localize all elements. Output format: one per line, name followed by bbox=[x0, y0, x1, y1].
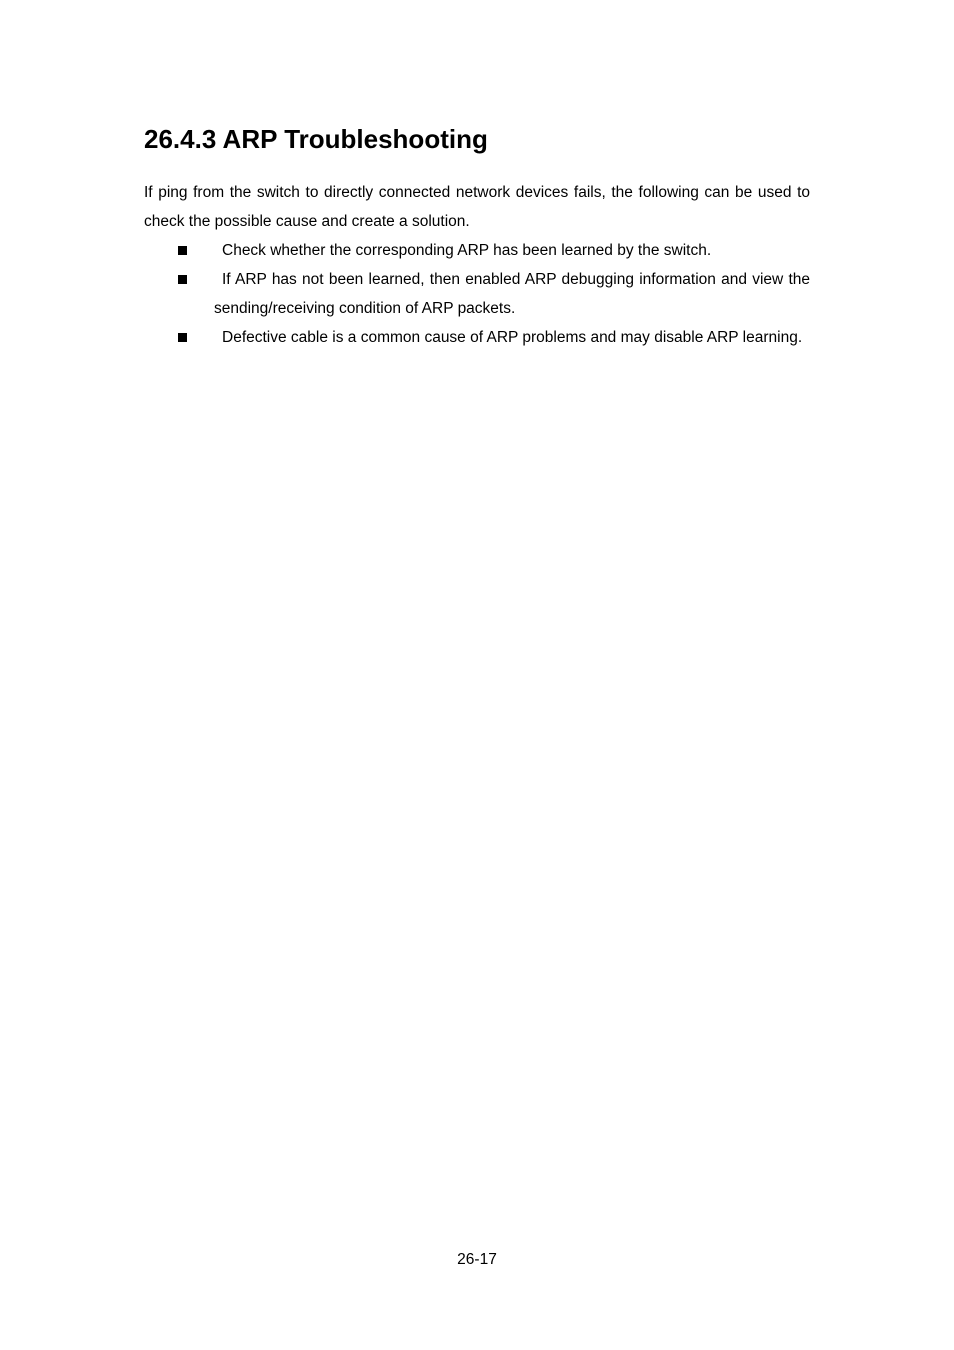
list-item-text: Defective cable is a common cause of ARP problems and may disable ARP learning. bbox=[222, 329, 803, 346]
list-item-text: If ARP has not been learned, then enabled ARP debugging information and view the sending/receiving condition of ARP packets. bbox=[214, 271, 810, 317]
square-bullet-icon bbox=[178, 333, 187, 342]
section-heading: 26.4.3 ARP Troubleshooting bbox=[144, 124, 488, 154]
page-number: 26-17 bbox=[457, 1251, 497, 1268]
square-bullet-icon bbox=[178, 275, 187, 284]
list-item bbox=[144, 265, 810, 323]
intro-paragraph: If ping from the switch to directly connected network devices fails, the following can be used to check the possible cause and create a solution. bbox=[144, 184, 810, 230]
list-item-text: Check whether the corresponding ARP has been learned by the switch. bbox=[222, 242, 712, 259]
troubleshooting-list bbox=[144, 236, 810, 352]
list-item bbox=[144, 323, 810, 352]
square-bullet-icon bbox=[178, 246, 187, 255]
list-item bbox=[144, 236, 810, 265]
